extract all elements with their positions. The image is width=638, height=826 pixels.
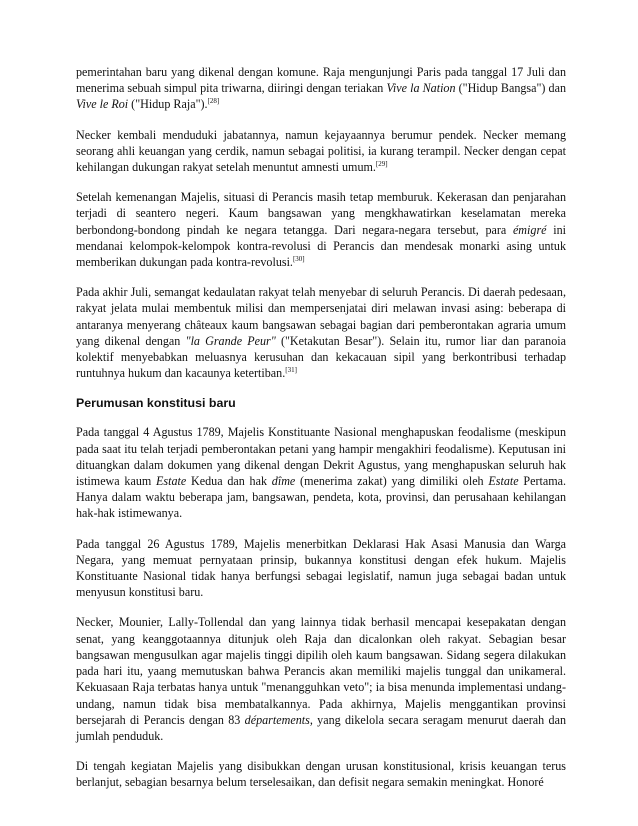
paragraph-text: yang dikelola secara seragam menurut daerah dan jumlah penduduk.: [76, 712, 566, 743]
citation-link[interactable]: [31]: [285, 366, 297, 375]
section-heading: Perumusan konstitusi baru: [76, 396, 236, 411]
paragraph-text: Pada tanggal 4 Agustus 1789, Majelis Konstituante Nasional menghapuskan feodalisme (meskipun pada saat itu telah terjadi pemberontakan petani yang hampir mengakhiri feodalisme). Keputusan ini dituangkan dalam dokumen yang dikenal dengan Dekrit Agustus, yang menghapuskan seluruh hak istimewa kaum: [76, 425, 566, 489]
paragraph-text: ("Hidup Bangsa") dan: [455, 81, 567, 96]
paragraph-text: Di tengah kegiatan Majelis yang disibukkan dengan urusan konstitusional, krisis keuangan terus berlanjut, sebagian besarnya belum terselesaikan, dan defisit negara semakin meningkat. Honoré: [76, 759, 566, 790]
italic-phrase: départements,: [244, 712, 313, 727]
paragraph-8: [76, 758, 566, 790]
paragraph-text: Pertama. Hanya dalam waktu beberapa jam, bangsawan, pendeta, kota, provinsi, dan perusahaan kehilangan hak-hak istimewanya.: [76, 474, 566, 521]
paragraph-text: Kedua dan hak: [186, 474, 272, 489]
italic-phrase: "la Grande Peur": [185, 333, 276, 348]
paragraph-text: pemerintahan baru yang dikenal dengan komune. Raja mengunjungi Paris pada tanggal 17 Juli dan menerima sebuah simpul pita triwarna, diiringi dengan teriakan: [76, 65, 566, 96]
italic-phrase: Vive la Nation: [386, 81, 456, 96]
citation-link[interactable]: [29]: [375, 160, 388, 169]
italic-phrase: émigré: [512, 222, 547, 237]
paragraph-text: (menerima zakat) yang dimiliki oleh: [295, 474, 489, 489]
paragraph-5: [76, 424, 566, 521]
paragraph-text: ("Hidup Raja").: [128, 97, 208, 112]
paragraph-text: ini mendanai kelompok-kelompok kontra-revolusi di Perancis dan mendesak monarki asing untuk memberikan dukungan pada kontra-revolusi.: [76, 222, 566, 270]
paragraph-text: Setelah kemenangan Majelis, situasi di Perancis masih tetap memburuk. Kekerasan dan penjarahan terjadi di seantero negeri. Kaum bangsawan yang mengkhawatirkan keselamatan mereka berbondong-bondong pindah ke negara tetangga. Dari negara-negara tersebut, para: [76, 190, 566, 237]
paragraph-text: ("Ketakutan Besar"). Selain itu, rumor liar dan paranoia kolektif menyebabkan meluasnya kerusuhan dan kekacauan sipil yang berkontribusi terhadap runtuhnya hukum dan kacaunya ketertiban.: [76, 333, 566, 381]
paragraph-4: [76, 284, 566, 381]
paragraph-2: [76, 127, 566, 176]
paragraph-text: Pada akhir Juli, semangat kedaulatan rakyat telah menyebar di seluruh Perancis. Di daerah pedesaan, rakyat jelata mulai membentuk milisi dan mempersenjatai diri melawan invasi asing: beberapa di antaranya menyerang châteaux kaum bangsawan sebagai bagian dari pemberontakan agraria umum yang dikenal dengan: [76, 285, 566, 348]
citation-link[interactable]: [28]: [207, 97, 220, 106]
paragraph-1: [76, 64, 566, 113]
paragraph-6: [76, 536, 566, 601]
paragraph-text: Necker kembali menduduki jabatannya, namun kejayaannya berumur pendek. Necker memang seorang ahli keuangan yang cerdik, namun sebagai politisi, ia kurang terampil. Necker dengan cepat kehilangan dukungan rakyat setelah menuntut amnesti umum.: [76, 127, 566, 175]
italic-phrase: dîme: [271, 474, 296, 489]
paragraph-text: Pada tanggal 26 Agustus 1789, Majelis menerbitkan Deklarasi Hak Asasi Manusia dan Warga Negara, yang memuat pernyataan prinsip, bukannya konstitusi dengan efek hukum. Majelis Konstituante Nasional tidak hanya berfungsi sebagai legislatif, namun juga sebagai badan untuk menyusun konstitusi baru.: [76, 536, 566, 600]
italic-phrase: Estate: [156, 474, 187, 489]
paragraph-7: [76, 614, 566, 744]
italic-phrase: Vive le Roi: [76, 97, 129, 112]
citation-link[interactable]: [30]: [292, 255, 305, 264]
paragraph-text: Necker, Mounier, Lally-Tollendal dan yang lainnya tidak berhasil mencapai kesepakatan dengan senat, yang keanggotaannya ditunjuk oleh Raja dan dicalonkan oleh rakyat. Sebagian besar bangsawan mengusulkan agar majelis tinggi dipilih oleh kaum bangsawan. Sidang segera dilakukan pada hari itu, yaang memutuskan bahwa Perancis akan memiliki majelis tunggal dan unikameral. Kekuasaan Raja terbatas hanya untuk "menangguhkan veto"; ia bisa menunda implementasi undang-undang, namun tidak bisa membatalkannya. Pada akhirnya, Majelis menggantikan provinsi bersejarah di Perancis dengan 83: [76, 615, 566, 727]
paragraph-3: [76, 189, 566, 270]
italic-phrase: Estate: [488, 474, 519, 489]
